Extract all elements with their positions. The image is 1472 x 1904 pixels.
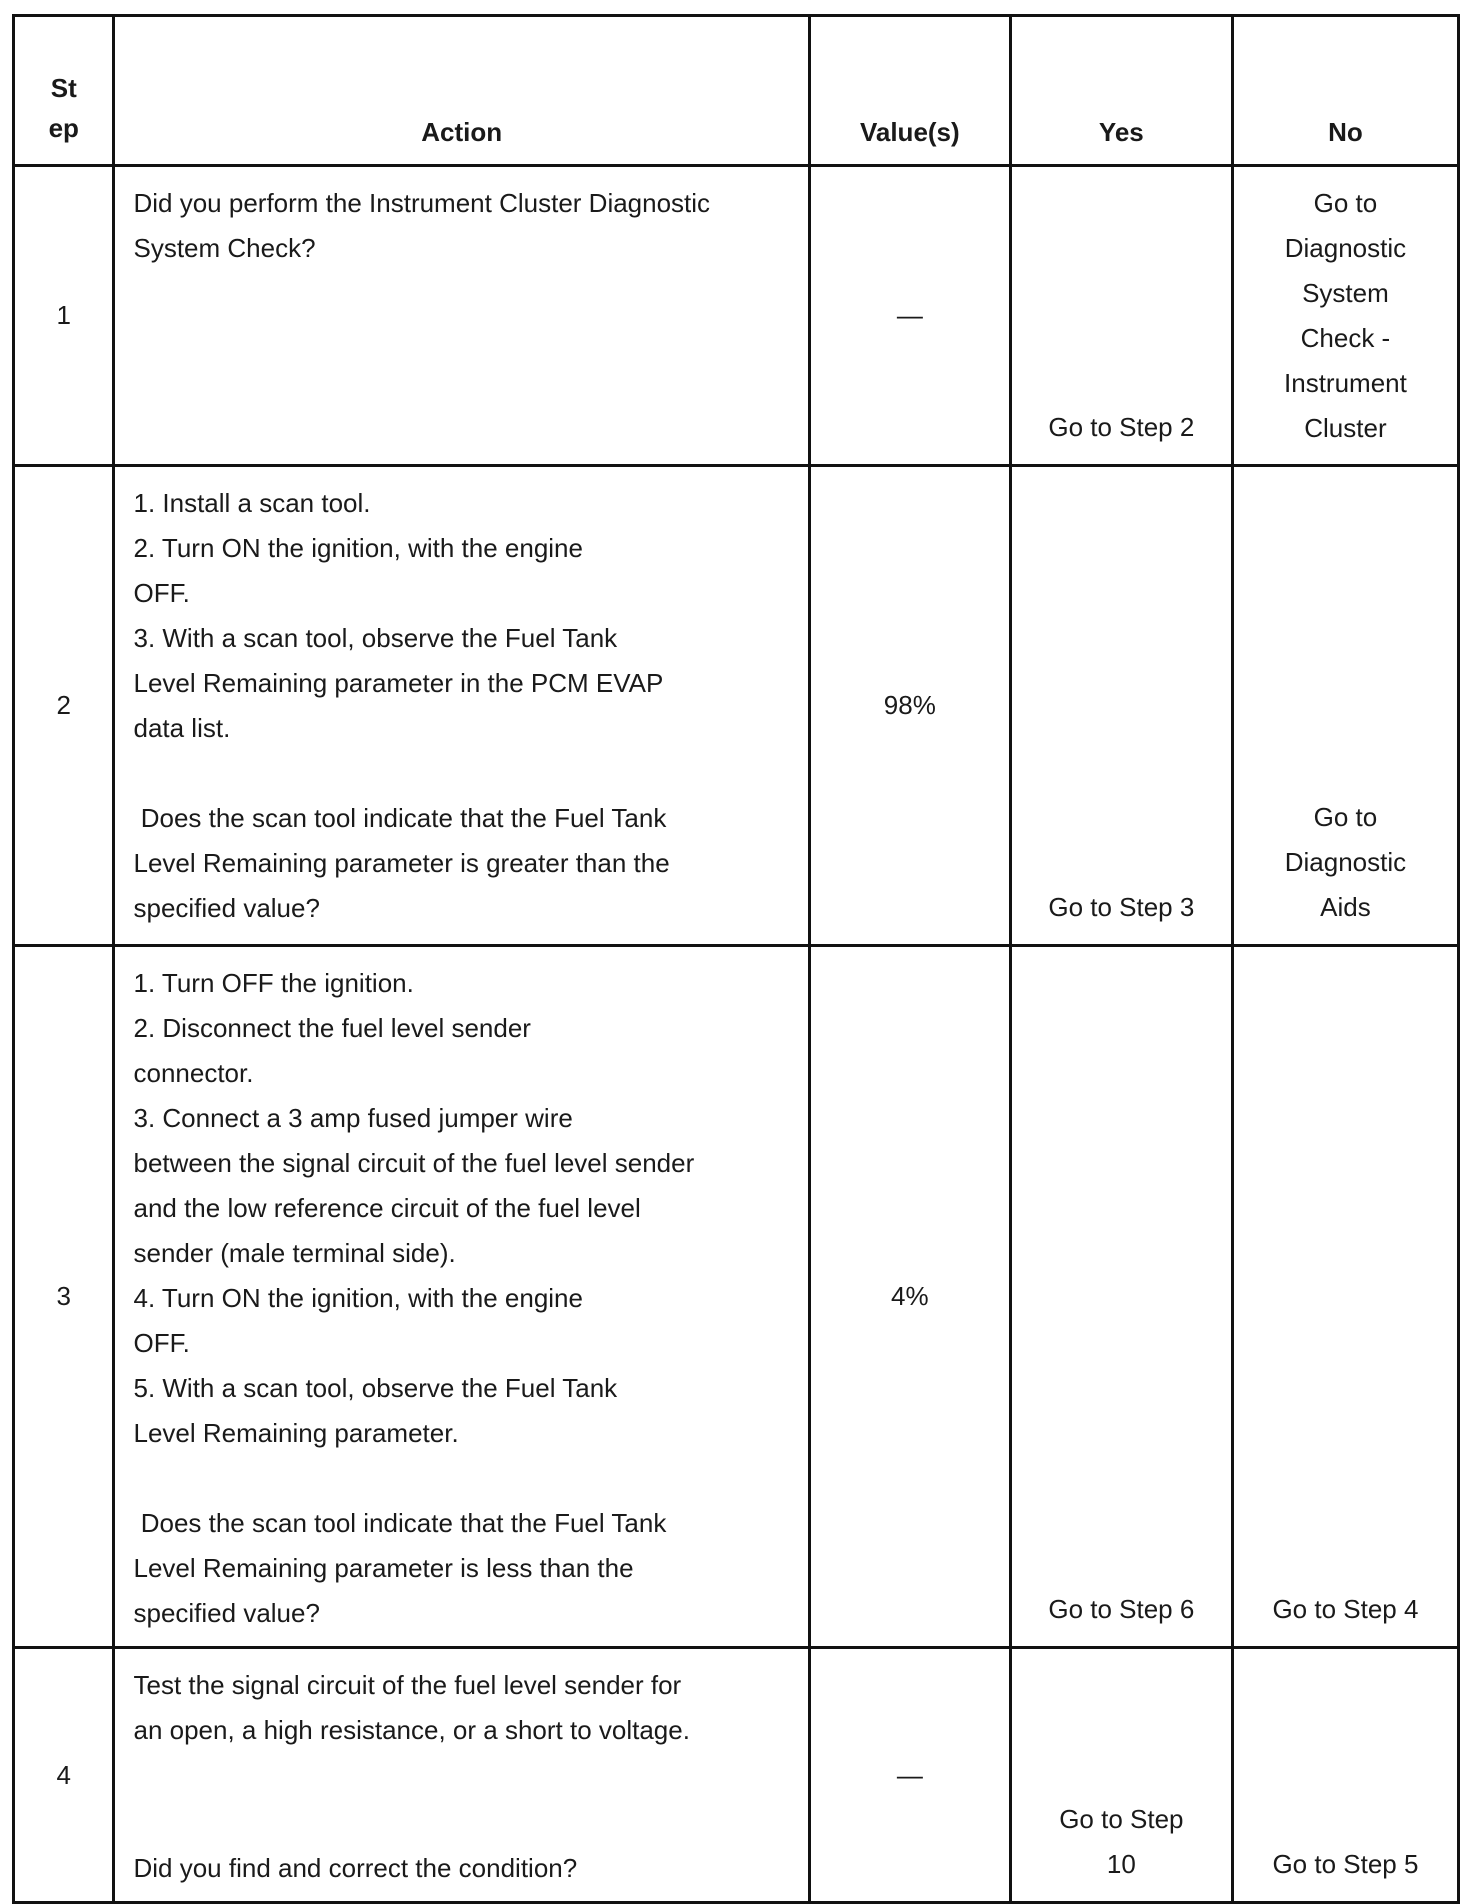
yes-cell — [1010, 946, 1232, 1648]
action-line: an open, a high resistance, or a short to voltage. — [133, 1715, 690, 1745]
action-line: between the signal circuit of the fuel level sender — [133, 1148, 695, 1178]
yes-text: Go to Step 3 — [1048, 892, 1195, 922]
table-row — [14, 946, 1459, 1648]
no-line: Diagnostic — [1284, 847, 1407, 877]
header-no: No — [1232, 16, 1458, 166]
step-cell: 4 — [14, 1648, 114, 1903]
no-text: Go to Step 5 — [1272, 1849, 1419, 1879]
question-line: Did you find and correct the condition? — [133, 1853, 578, 1883]
action-line: 3. With a scan tool, observe the Fuel Tank — [133, 623, 618, 653]
no-cell — [1232, 166, 1458, 466]
question-line: specified value? — [133, 1598, 320, 1628]
value-cell: 98% — [809, 466, 1010, 946]
action-cell — [114, 946, 809, 1648]
action-line: 4. Turn ON the ignition, with the engine — [133, 1283, 583, 1313]
no-line: Check - — [1300, 323, 1391, 353]
table-row — [14, 466, 1459, 946]
yes-line: 10 — [1106, 1849, 1136, 1879]
no-line: Go to — [1313, 188, 1378, 218]
header-step-line2: ep — [48, 113, 79, 143]
action-line: Level Remaining parameter in the PCM EVAP — [133, 668, 664, 698]
spacer — [133, 751, 787, 796]
action-line: System Check? — [133, 233, 316, 263]
action-line: 1. Install a scan tool. — [133, 488, 371, 518]
yes-text: Go to Step 6 — [1048, 1594, 1195, 1624]
yes-cell — [1010, 1648, 1232, 1903]
spacer — [133, 1456, 787, 1501]
diagnostic-table — [12, 14, 1460, 1904]
table-row — [14, 166, 1459, 466]
yes-text: Go to Step 2 — [1048, 412, 1195, 442]
question-line: Does the scan tool indicate that the Fuel Tank — [133, 1508, 667, 1538]
action-line: Test the signal circuit of the fuel level sender for — [133, 1670, 682, 1700]
action-line: 2. Turn ON the ignition, with the engine — [133, 533, 583, 563]
action-cell — [114, 166, 809, 466]
question-line: Does the scan tool indicate that the Fuel Tank — [133, 803, 667, 833]
value-cell: — — [809, 1648, 1010, 1903]
header-values: Value(s) — [809, 16, 1010, 166]
no-line: Go to — [1313, 802, 1378, 832]
action-line: Level Remaining parameter. — [133, 1418, 459, 1448]
action-line: 2. Disconnect the fuel level sender — [133, 1013, 531, 1043]
question-line: Level Remaining parameter is greater than the — [133, 848, 670, 878]
value-cell: 4% — [809, 946, 1010, 1648]
action-line: 1. Turn OFF the ignition. — [133, 968, 414, 998]
no-cell — [1232, 466, 1458, 946]
header-action: Action — [114, 16, 809, 166]
action-line: 3. Connect a 3 amp fused jumper wire — [133, 1103, 573, 1133]
header-row — [14, 16, 1459, 166]
yes-line: Go to Step — [1059, 1804, 1184, 1834]
action-line: connector. — [133, 1058, 254, 1088]
action-cell — [114, 1648, 809, 1903]
value-cell: — — [809, 166, 1010, 466]
no-line: Instrument — [1284, 368, 1407, 398]
no-line: System — [1302, 278, 1389, 308]
no-cell — [1232, 946, 1458, 1648]
no-line: Aids — [1320, 892, 1371, 922]
action-line: data list. — [133, 713, 231, 743]
action-line: Did you perform the Instrument Cluster Diagnostic — [133, 188, 711, 218]
step-cell: 2 — [14, 466, 114, 946]
step-cell: 3 — [14, 946, 114, 1648]
yes-cell — [1010, 166, 1232, 466]
table-row — [14, 1648, 1459, 1903]
question-line: specified value? — [133, 893, 320, 923]
step-cell: 1 — [14, 166, 114, 466]
header-yes: Yes — [1010, 16, 1232, 166]
action-line: OFF. — [133, 578, 190, 608]
no-cell — [1232, 1648, 1458, 1903]
no-line: Diagnostic — [1284, 233, 1407, 263]
action-line: OFF. — [133, 1328, 190, 1358]
action-line: 5. With a scan tool, observe the Fuel Tank — [133, 1373, 618, 1403]
no-text: Go to Step 4 — [1272, 1594, 1419, 1624]
action-line: and the low reference circuit of the fuel level — [133, 1193, 641, 1223]
question-line: Level Remaining parameter is less than the — [133, 1553, 634, 1583]
header-step-line1: St — [50, 73, 77, 103]
action-line: sender (male terminal side). — [133, 1238, 456, 1268]
yes-cell — [1010, 466, 1232, 946]
no-line: Cluster — [1304, 413, 1387, 443]
header-step — [14, 16, 114, 166]
action-cell — [114, 466, 809, 946]
